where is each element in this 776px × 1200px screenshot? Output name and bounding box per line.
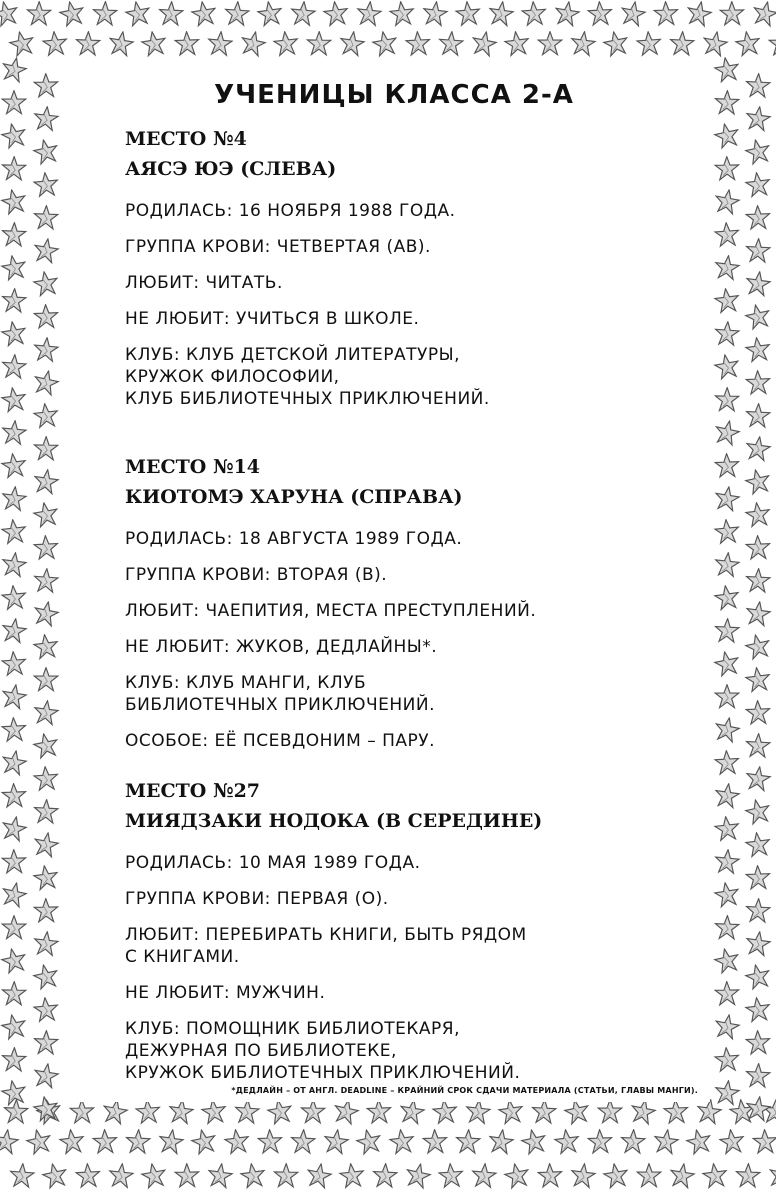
star-icon (32, 600, 59, 627)
star-icon (33, 105, 59, 130)
star-icon (34, 668, 57, 691)
star-icon (175, 31, 199, 55)
star-icon (520, 1127, 548, 1154)
star-icon (745, 501, 771, 527)
star-icon (34, 799, 59, 823)
star-icon (602, 30, 629, 57)
star-icon (0, 880, 28, 907)
likes: ЛЮБИТ: ПЕРЕБИРАТЬ КНИГИ, БЫТЬ РЯДОМ С КНИГАМИ. (125, 925, 527, 967)
star-icon (41, 1161, 69, 1188)
star-icon (0, 1128, 19, 1154)
birth-date: РОДИЛАСЬ: 18 АВГУСТА 1989 ГОДА. (125, 529, 463, 549)
star-icon (33, 172, 58, 197)
star-icon (34, 436, 58, 459)
star-icon (702, 30, 729, 57)
dislikes: НЕ ЛЮБИТ: ЖУКОВ, ДЕДЛАЙНЫ*. (125, 637, 438, 657)
star-icon (746, 1030, 770, 1054)
star-icon (108, 1162, 134, 1187)
star-icon (745, 930, 771, 956)
star-icon (1, 485, 27, 510)
star-icon (715, 90, 739, 114)
star-icon (423, 1129, 447, 1153)
star-icon (588, 1129, 612, 1153)
star-icon (570, 1162, 596, 1188)
star-icon (621, 1129, 646, 1153)
star-icon (70, 1099, 94, 1122)
star-icon (714, 519, 739, 544)
star-icon (598, 1100, 621, 1123)
star-icon (654, 1, 678, 25)
star-icon (33, 402, 59, 427)
star-icon (207, 31, 232, 56)
footnote: *ДЕДЛАЙН – ОТ АНГЛ. DEADLINE – КРАЙНИЙ СРОК СДАЧИ МАТЕРИАЛА (СТАТЬИ, ГЛАВЫ МАНГИ). (231, 1086, 698, 1095)
star-icon (2, 1047, 26, 1071)
special-note: ОСОБОЕ: ЕЁ ПСЕВДОНИМ – ПАРУ. (125, 731, 436, 751)
blood-type: ГРУППА КРОВИ: ЧЕТВЕРТАЯ (АВ). (125, 237, 431, 257)
star-icon (746, 238, 771, 262)
star-icon (323, 0, 349, 26)
star-icon (34, 898, 58, 921)
star-icon (274, 1163, 298, 1186)
star-icon (603, 1162, 630, 1188)
star-icon (34, 73, 58, 96)
star-icon (159, 1, 184, 25)
star-icon (389, 0, 415, 25)
star-icon (33, 633, 59, 659)
star-icon (746, 1063, 771, 1087)
star-icon (719, 1128, 745, 1154)
star-icon (538, 32, 561, 55)
star-icon (554, 1128, 580, 1154)
star-icon (746, 403, 771, 427)
star-icon (126, 1129, 151, 1153)
star-icon (0, 121, 28, 148)
star-icon (744, 467, 772, 494)
star-icon (356, 0, 382, 25)
star-icon (0, 254, 27, 281)
star-icon (175, 1163, 199, 1186)
star-icon (465, 1098, 491, 1123)
star-icon (32, 732, 59, 759)
star-icon (669, 1162, 696, 1188)
star-icon (735, 30, 761, 56)
star-icon (33, 864, 59, 890)
seat-number: МЕСТО №27 (125, 780, 261, 802)
profile-panel (78, 62, 710, 1102)
star-icon (27, 1, 51, 24)
star-icon (306, 1162, 333, 1189)
star-icon (1, 651, 26, 676)
star-icon (168, 1098, 194, 1124)
star-icon (715, 750, 740, 774)
star-icon (33, 831, 60, 858)
star-icon (239, 29, 267, 56)
star-icon (225, 1, 250, 26)
star-icon (190, 1127, 218, 1154)
star-icon (191, 0, 218, 26)
star-icon (33, 237, 60, 263)
star-icon (715, 387, 739, 410)
star-icon (715, 618, 740, 642)
star-icon (2, 849, 26, 872)
star-icon (713, 353, 740, 380)
star-icon (59, 1128, 85, 1154)
star-icon (42, 31, 67, 56)
profile-entry-3 (125, 776, 685, 1084)
star-icon (33, 930, 59, 955)
star-icon (714, 56, 741, 82)
star-icon (307, 31, 331, 54)
star-icon (93, 1129, 117, 1153)
star-icon (714, 1013, 741, 1040)
profile-entry-2 (125, 452, 685, 752)
star-icon (1, 551, 27, 577)
blood-type: ГРУППА КРОВИ: ПЕРВАЯ (О). (125, 889, 389, 909)
star-icon (108, 30, 135, 56)
star-icon (201, 1098, 227, 1124)
dislikes: НЕ ЛЮБИТ: УЧИТЬСЯ В ШКОЛЕ. (125, 309, 420, 329)
star-icon (2, 156, 26, 179)
star-icon (751, 0, 776, 27)
star-icon (570, 30, 596, 56)
star-icon (620, 0, 647, 27)
star-icon (33, 270, 60, 296)
student-name: КИОТОМЭ ХАРУНА (СПРАВА) (125, 486, 463, 508)
star-icon (746, 535, 770, 559)
star-icon (0, 188, 27, 215)
star-icon (746, 733, 771, 757)
student-name: АЯСЭ ЮЭ (СЛЕВА) (125, 158, 337, 180)
star-icon (746, 865, 770, 889)
star-icon (715, 156, 739, 179)
star-icon (367, 1099, 391, 1123)
star-icon (471, 1163, 496, 1188)
star-icon (2, 222, 26, 246)
star-icon (257, 0, 283, 26)
star-icon (504, 30, 530, 56)
star-icon (653, 1128, 679, 1154)
star-icon (532, 1099, 557, 1123)
star-icon (422, 0, 448, 26)
seat-number: МЕСТО №4 (125, 128, 247, 150)
star-icon (124, 0, 151, 27)
star-icon (2, 783, 26, 807)
star-icon (714, 551, 740, 576)
star-icon (714, 849, 739, 874)
star-icon (76, 31, 100, 55)
star-icon (34, 1030, 58, 1054)
star-icon (745, 666, 771, 692)
star-icon (746, 700, 770, 724)
star-icon (670, 31, 695, 55)
star-icon (140, 1162, 167, 1189)
star-icon (240, 1162, 266, 1188)
star-icon (714, 254, 740, 280)
star-icon (714, 815, 740, 840)
star-icon (339, 30, 365, 56)
dislikes: НЕ ЛЮБИТ: МУЖЧИН. (125, 983, 326, 1003)
star-icon (753, 1129, 776, 1153)
star-icon (273, 30, 299, 55)
star-icon (744, 632, 772, 659)
star-icon (0, 946, 28, 973)
star-icon (1, 585, 26, 610)
star-icon (470, 30, 497, 57)
star-icon (714, 782, 740, 808)
star-icon (744, 302, 772, 329)
star-icon (714, 222, 739, 247)
star-icon (714, 287, 740, 313)
star-icon (685, 0, 712, 27)
star-icon (8, 29, 36, 56)
star-icon (32, 962, 60, 989)
star-icon (34, 568, 59, 593)
star-icon (32, 368, 60, 395)
star-icon (373, 1163, 398, 1187)
star-icon (258, 1129, 282, 1153)
star-icon (521, 1, 546, 26)
star-icon (32, 137, 60, 164)
star-icon (2, 717, 27, 741)
star-icon (323, 1128, 349, 1154)
likes: ЛЮБИТ: ЧИТАТЬ. (125, 273, 283, 293)
club: КЛУБ: ПОМОЩНИК БИБЛИОТЕКАРЯ, ДЕЖУРНАЯ ПО БИБЛИОТЕКЕ, КРУЖОК БИБЛИОТЕЧНЫХ ПРИКЛЮЧЕНИЙ. (125, 1019, 521, 1083)
star-icon (290, 1, 315, 26)
star-icon (2, 981, 26, 1004)
star-icon (488, 1128, 514, 1154)
star-icon (2, 354, 27, 379)
star-icon (713, 418, 741, 445)
star-icon (713, 650, 740, 677)
star-icon (33, 997, 58, 1022)
star-icon (33, 766, 58, 791)
star-icon (25, 1127, 53, 1154)
star-icon (745, 105, 771, 131)
star-icon (0, 0, 20, 27)
star-icon (714, 485, 741, 511)
star-icon (0, 55, 28, 82)
star-icon (746, 898, 771, 922)
star-icon (714, 881, 741, 907)
star-icon (438, 1163, 463, 1188)
star-icon (1, 420, 26, 445)
star-icon (554, 0, 581, 26)
club: КЛУБ: КЛУБ МАНГИ, КЛУБ БИБЛИОТЕЧНЫХ ПРИКЛЮЧЕНИЙ. (125, 673, 436, 715)
star-icon (301, 1099, 325, 1122)
star-icon (744, 137, 772, 164)
star-icon (207, 1162, 233, 1188)
star-icon (2, 91, 25, 114)
star-icon (1, 617, 27, 643)
star-icon (135, 1099, 160, 1124)
star-icon (714, 188, 741, 215)
star-icon (664, 1099, 689, 1123)
star-icon (158, 1128, 184, 1154)
star-icon (1, 683, 28, 709)
star-icon (406, 31, 431, 55)
star-icon (34, 205, 58, 229)
profile-entry-1 (125, 124, 685, 410)
star-icon (745, 831, 771, 857)
star-icon (32, 501, 59, 528)
star-icon (745, 765, 771, 791)
star-icon (1, 452, 27, 478)
star-icon (636, 31, 661, 56)
blood-type: ГРУППА КРОВИ: ВТОРАЯ (В). (125, 565, 388, 585)
star-icon (720, 1, 744, 24)
star-icon (33, 699, 59, 725)
star-icon (76, 1163, 101, 1187)
star-icon (715, 981, 739, 1004)
star-icon (439, 31, 464, 56)
star-icon (713, 121, 741, 148)
star-icon (769, 31, 776, 54)
star-icon (2, 916, 25, 939)
star-icon (1, 749, 28, 776)
star-icon (745, 171, 771, 197)
star-icon (637, 1164, 660, 1187)
star-icon (745, 600, 771, 626)
star-icon (0, 815, 27, 842)
star-icon (404, 1161, 432, 1188)
star-icon (33, 337, 58, 362)
star-icon (389, 1128, 415, 1154)
star-icon (0, 1013, 27, 1040)
star-icon (34, 535, 59, 559)
star-icon (767, 1162, 776, 1189)
star-icon (685, 1127, 713, 1154)
star-icon (10, 1163, 35, 1188)
star-icon (355, 1127, 383, 1154)
star-icon (339, 1162, 365, 1187)
star-icon (455, 1, 480, 26)
page-title: УЧЕНИЦЫ КЛАССА 2-А (214, 80, 574, 110)
likes: ЛЮБИТ: ЧАЕПИТИЯ, МЕСТА ПРЕСТУПЛЕНИЙ. (125, 601, 537, 621)
star-icon (93, 1, 117, 25)
seat-number: МЕСТО №14 (125, 456, 261, 478)
star-icon (503, 1162, 530, 1189)
star-icon (746, 568, 771, 592)
star-icon (715, 685, 738, 708)
star-icon (713, 946, 741, 973)
star-icon (746, 73, 771, 97)
star-icon (745, 336, 771, 362)
star-icon (714, 1047, 739, 1072)
star-icon (762, 1099, 776, 1124)
star-icon (744, 962, 772, 989)
club: КЛУБ: КЛУБ ДЕТСКОЙ ЛИТЕРАТУРЫ, КРУЖОК ФИЛОСОФИИ, КЛУБ БИБЛИОТЕЧНЫХ ПРИКЛЮЧЕНИЙ. (125, 345, 490, 409)
star-icon (736, 1163, 760, 1187)
star-icon (745, 435, 771, 461)
star-icon (291, 1129, 316, 1153)
star-icon (715, 915, 739, 939)
star-icon (1, 518, 27, 543)
student-name: МИЯДЗАКИ НОДОКА (В СЕРЕДИНЕ) (125, 810, 543, 832)
star-icon (0, 1079, 27, 1106)
star-icon (141, 30, 168, 56)
star-icon (745, 996, 771, 1022)
star-icon (702, 1162, 728, 1188)
star-icon (1, 320, 28, 346)
star-icon (744, 797, 772, 824)
star-icon (538, 1163, 562, 1187)
star-icon (1, 386, 27, 412)
star-icon (498, 1098, 524, 1124)
star-icon (746, 370, 770, 394)
star-icon (714, 584, 740, 610)
star-icon (33, 1062, 60, 1088)
star-icon (715, 453, 739, 477)
star-icon (235, 1099, 260, 1124)
star-icon (714, 1079, 740, 1105)
star-icon (224, 1128, 250, 1154)
star-icon (33, 468, 59, 494)
star-icon (746, 205, 770, 229)
star-icon (713, 716, 740, 743)
star-icon (432, 1099, 457, 1124)
star-icon (34, 304, 58, 328)
star-icon (2, 288, 27, 312)
star-icon (456, 1129, 481, 1153)
star-icon (58, 0, 85, 27)
birth-date: РОДИЛАСЬ: 16 НОЯБРЯ 1988 ГОДА. (125, 201, 456, 221)
birth-date: РОДИЛАСЬ: 10 МАЯ 1989 ГОДА. (125, 853, 421, 873)
star-icon (715, 321, 740, 346)
star-icon (488, 0, 514, 26)
star-icon (745, 270, 771, 296)
star-icon (371, 30, 398, 57)
star-icon (588, 1, 613, 25)
star-icon (4, 1099, 28, 1123)
